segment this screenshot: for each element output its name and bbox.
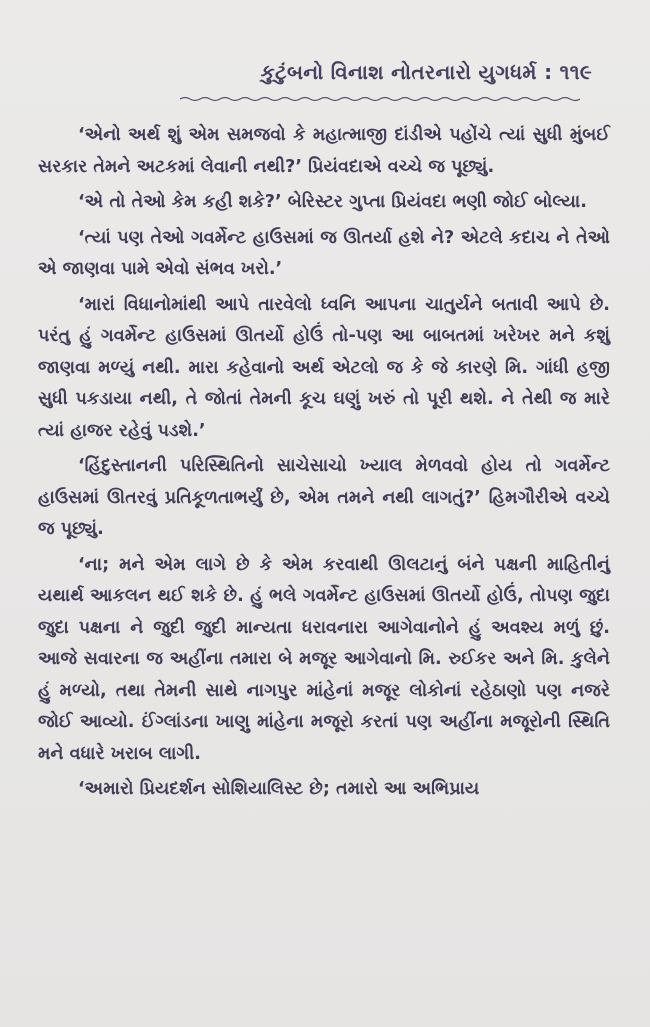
paragraph: ‘હિંદુસ્તાનની પરિસ્થિતિનો સાચેસાચો ખ્યાલ મેળવવો હોય તો ગવર્મેન્ટ હાઉસમાં ઊતરવું પ્રતિકૂળતાભર્યું છે, એમ તમને નથી લાગતું?’ હિમગૌરીએ વચ્ચે જ પૂછ્યું. [38, 456, 610, 539]
header-wavy-underline [180, 96, 580, 102]
body-text [38, 120, 610, 810]
running-header: કુટુંબનો વિનાશ નોતરનારો યુગધર્મ : ૧૧૯ [260, 60, 592, 84]
paragraph: ‘અમારો પ્રિયદર્શન સોશિયાલિસ્ટ છે; તમારો આ અભિપ્રાય [78, 779, 480, 799]
paragraph: ‘એનો અર્થ શું એમ સમજવો કે મહાત્માજી દાંડીએ પહોંચે ત્યાં સુધી મુંબઈ સરકાર તેમને અટકમાં લેવાની નથી?’ પ્રિયંવદાએ વચ્ચે જ પૂછ્યું. [38, 125, 610, 177]
paragraph: ‘ના; મને એમ લાગે છે કે એમ કરવાથી ઊલટાનું બંને પક્ષની માહિતીનું યથાર્થ આકલન થઈ શકે છે. હું ભલે ગવર્મેન્ટ હાઉસમાં ઊતર્યો હોઉં, તોપણ જુદા જુદા પક્ષના ને જુદી જુદી માન્યતા ધરાવનારા આગેવાનોને હું અવશ્ય મળું છું. આજે સવારના જ અહીંના તમારા બે મજૂર આગેવાનો મિ. રુઈકર અને મિ. કુલેને હું મળ્યો, તથા તેમની સાથે નાગપુર માંહેનાં મજૂર લોકોનાં રહેઠાણો પણ નજરે જોઈ આવ્યો. ઈંગ્લાંડના ખાણુ માંહેના મજૂરો કરતાં પણ અહીંના મજૂરોની સ્થિતિ મને વધારે ખરાબ લાગી. [38, 554, 610, 764]
paragraph: ‘એ તો તેઓ કેમ કહી શકે?’ બેરિસ્ટર ગુપ્તા પ્રિયંવદા ભણી જોઈ બોલ્યા. [78, 192, 587, 212]
paragraph: ‘ત્યાં પણ તેઓ ગવર્મેન્ટ હાઉસમાં જ ઊતર્યા હશે ને? એટલે કદાચ ને તેઓ એ જાણવા પામે એવો સંભવ ખરો.’ [38, 227, 610, 279]
paragraph: ‘મારાં વિધાનોમાંથી આપે તારવેલો ધ્વનિ આપના ચાતુર્યને બતાવી આપે છે. પરંતુ હું ગવર્મેન્ટ હાઉસમાં ઊતર્યો હોઉં તો-પણ આ બાબતમાં ખરેખર મને કશું જાણવા મળ્યું નથી. મારા કહેવાનો અર્થ એટલો જ કે જે કારણે મિ. ગાંધી હજી સુધી પકડાયા નથી, તે જોતાં તેમની કૂચ ઘણું ખરું તો પૂરી થશે. ને તેથી જ મારે ત્યાં હાજર રહેવું પડશે.’ [38, 294, 610, 441]
